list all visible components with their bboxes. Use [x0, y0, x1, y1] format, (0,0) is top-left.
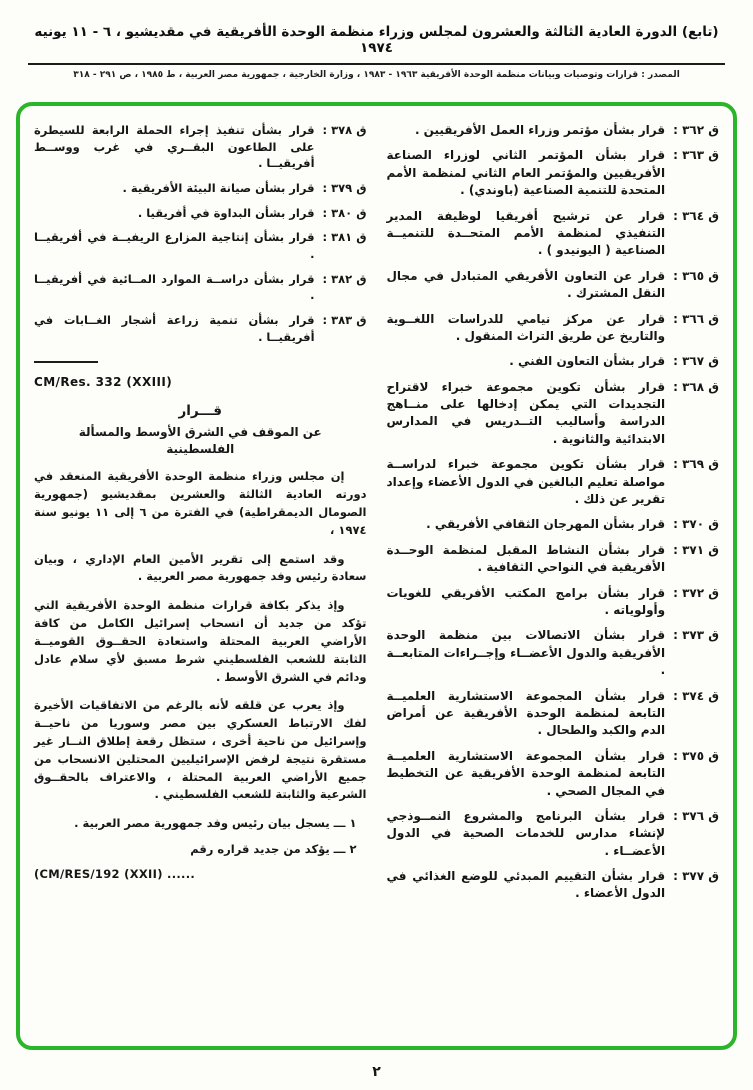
resolution-number: ق ٣٧٥ : — [673, 748, 719, 763]
resolution-item — [34, 271, 367, 304]
resolution-paragraph: وقد استمع إلى تقرير الأمين العام الإداري ، وبيان سعادة رئيس وفد جمهورية مصر العربية . — [34, 551, 367, 584]
resolution-item — [387, 688, 720, 740]
resolution-item — [387, 585, 720, 620]
resolution-text: قرار بشأن برامج المكتب الأفريقي للغويات وأولوياته . — [386, 585, 666, 617]
resolution-subtitle-2: الفلسطينية — [166, 442, 235, 457]
resolution-footer-ref: (CM/RES/192 (XXII) ...... — [34, 866, 196, 881]
header-source: المصدر : قرارات وتوصيات وبيانات منظمة الوحدة الأفريقية ١٩٦٣ - ١٩٨٣ ، وزارة الخارجية ، جمهورية مصر العربية ، ط ١٩٨٥ ، ص ٢٩١ - ٣١٨ — [73, 70, 680, 80]
section-divider — [34, 361, 98, 363]
resolution-text: قرار بشأن التقييم المبدئي للوضع الغذائي في الدول الأعضاء . — [386, 869, 666, 901]
resolution-text: قرار بشأن تكوين مجموعة خبراء لدراســة مواصلة تعليم البالغين في الدول الأعضاء وإعداد تقرير عن ذلك . — [386, 457, 666, 507]
resolution-text: قرار بشأن تنمية زراعة أشجار الغــابات في أفريقيــا . — [34, 313, 315, 344]
resolution-number: ق ٣٦٨ : — [673, 379, 719, 394]
resolution-item — [34, 205, 367, 222]
resolution-text: قرار بشأن التعاون الفني . — [509, 354, 666, 369]
resolution-text: قرار بشأن البداوة في أفريقيا . — [137, 205, 315, 220]
resolution-number: ق ٣٨٣ : — [322, 313, 367, 328]
resolution-item — [34, 180, 367, 197]
resolution-item — [387, 868, 720, 903]
resolution-title: قـــرار — [178, 403, 222, 420]
resolution-item — [34, 122, 367, 172]
resolution-subtitle: عن الموقف في الشرق الأوسط والمسألة — [78, 425, 322, 440]
resolution-item — [387, 122, 720, 139]
resolution-text: قرار بشأن المجموعة الاستشارية العلميــة التابعة لمنظمة الوحدة الأفريقية عن التخطيط في المجال الصحي . — [386, 748, 666, 798]
resolution-item — [387, 147, 720, 199]
resolution-number: ق ٣٦٥ : — [673, 268, 719, 283]
resolution-number: ق ٣٧٧ : — [673, 869, 719, 884]
resolution-item — [387, 268, 720, 303]
resolution-number: ق ٣٨٠ : — [322, 205, 367, 220]
resolution-number: ق ٣٨١ : — [322, 230, 367, 245]
document-header — [0, 0, 753, 80]
resolution-number: ق ٣٦٢ : — [673, 123, 719, 137]
page-number: ٢ — [372, 1064, 381, 1080]
resolution-text: قرار بشأن المؤتمر الثاني لوزراء الصناعة الأفريقيين والمؤتمر العام الثاني لمنظمة الأمم المتحدة للتنمية الصناعية (باوندي) . — [386, 148, 666, 198]
resolution-number: ق ٣٦٦ : — [673, 311, 719, 326]
resolution-heading — [34, 403, 367, 456]
resolution-text: قرار بشأن النشاط المقبل لمنظمة الوحــدة الأفريقية في النواحي الثقافية . — [386, 542, 666, 575]
resolution-item — [387, 748, 720, 800]
resolution-number: ق ٣٧٦ : — [673, 808, 719, 823]
resolution-point: ٢ ـــ يؤكد من جديد قراره رقم — [190, 842, 357, 857]
resolution-number: ق ٣٨٢ : — [322, 271, 367, 286]
resolutions-list-left — [34, 122, 367, 1034]
header-divider — [28, 63, 725, 65]
resolution-number: ق ٣٧٣ : — [673, 628, 719, 643]
resolution-point: ١ ـــ يسجل بيان رئيس وفد جمهورية مصر العربية . — [74, 816, 357, 831]
resolution-number: ق ٣٧٢ : — [673, 585, 719, 600]
resolution-number: ق ٣٧٨ : — [322, 123, 367, 137]
resolution-item — [387, 627, 720, 679]
resolution-item — [387, 311, 720, 346]
resolution-item — [34, 312, 367, 345]
resolution-text: قرار بشأن المجموعة الاستشارية العلميــة التابعة لمنظمة الوحدة الأفريقية عن أمراض الدم والكبد والطحال . — [386, 688, 666, 738]
resolution-text: قرار عن التعاون الأفريقي المتبادل في مجال النقل المشترك . — [386, 268, 666, 301]
resolution-text: قرار بشأن تنفيذ إجراء الحملة الرابعة للسيطرة على الطاعون البقــري في غرب ووســط أفريقيــا . — [34, 123, 315, 171]
resolution-number: ق ٣٧١ : — [673, 542, 719, 557]
resolution-text: قرار بشأن مؤتمر وزراء العمل الأفريقيين . — [414, 123, 666, 137]
resolution-number: ق ٣٦٣ : — [673, 148, 719, 163]
resolution-paragraph: وإذ يعرب عن قلقه لأنه بالرغم من الاتفاقيات الأخيرة لفك الارتباط العسكري بين مصر وسوريا من ناحيــة وإسرائيل من ناحية أخرى ، ستظل رقعة إطلاق النــار غير مستقرة نتيجة لرفض الإسرائيليين المحتلين الانسحاب من جميع الأراضي العربية المحتلة ، والاعتراف بالحقــوق الشرعية والثابتة للشعب الفلسطيني . — [34, 698, 367, 802]
resolutions-list-right — [387, 122, 720, 1034]
header-title: (تابع) الدورة العادية الثالثة والعشرون لمجلس وزراء منظمة الوحدة الأفريقية في مقديشيو ، ٦ - ١١ يونيه ١٩٧٤ — [34, 24, 719, 56]
resolution-item — [34, 229, 367, 262]
resolution-text: قرار بشأن البرنامج والمشروع النمــوذجي لإنشاء مدارس للخدمات الصحية في الدول الأعضــاء . — [386, 808, 666, 858]
resolution-text: قرار بشأن المهرجان الثقافي الأفريقي . — [426, 517, 666, 532]
resolution-text: قرار عن مركز نيامي للدراسات اللغــوية والتاريخ عن طريق التراث المنقول . — [386, 311, 666, 343]
resolution-number: ق ٣٦٩ : — [673, 457, 719, 472]
resolution-text: قرار بشأن الاتصالات بين منظمة الوحدة الأفريقية والدول الأعضــاء وإجــراءات المتابعــة . — [386, 628, 666, 678]
resolution-number: ق ٣٧٤ : — [673, 688, 719, 703]
resolution-item — [387, 542, 720, 577]
resolution-item — [387, 208, 720, 260]
resolution-paragraph: وإذ يذكر بكافة قرارات منظمة الوحدة الأفريقية التي تؤكد من جديد أن انسحاب إسرائيل الكامل من كافة الأراضي العربية المحتلة واستعادة الحقــوق القوميــة الثابتة للشعب الفلسطيني شرط مسبق لأي سلام عادل ودائم في الشرق الأوسط . — [34, 598, 367, 684]
resolution-number: ق ٣٦٧ : — [673, 354, 719, 369]
resolution-item — [387, 516, 720, 533]
resolution-number: ق ٣٧٠ : — [673, 517, 719, 532]
resolution-paragraph: إن مجلس وزراء منظمة الوحدة الأفريقية المنعقد في دورته العادية الثالثة والعشرين بمقديشيو (جمهورية الصومال الديمقراطية) في الفترة من ٦ إلى ١١ يونيو سنة ١٩٧٤ ، — [34, 469, 367, 537]
resolution-number: ق ٣٧٩ : — [322, 181, 367, 196]
resolution-text: قرار بشأن إنتاجية المزارع الريفيــة في أفريقيــا . — [34, 230, 315, 262]
resolution-text: قرار عن ترشيح أفريقيا لوظيفة المدير التنفيذي لمنظمة الأمم المتحــدة للتنميــة الصناعية ( اليونيدو ) . — [386, 208, 666, 258]
resolution-item — [387, 379, 720, 449]
content-frame — [16, 102, 737, 1050]
resolution-text: قرار بشأن صيانة البيئة الأفريقية . — [122, 181, 315, 196]
resolution-text: قرار بشأن دراســة الموارد المــائية في أفريقيــا . — [34, 271, 315, 303]
resolution-item — [387, 808, 720, 860]
resolution-text: قرار بشأن تكوين مجموعة خبراء لاقتراح التجديدات التي يمكن إدخالها على منــاهج الدراسة وأساليب التــدريس في المدارس الابتدائية والثانوية . — [386, 379, 666, 446]
resolution-item — [387, 456, 720, 508]
two-column-layout — [34, 122, 719, 1034]
resolution-item — [387, 353, 720, 370]
resolution-number: ق ٣٦٤ : — [673, 208, 719, 223]
resolution-reference: CM/Res. 332 (XXIII) — [34, 375, 173, 390]
